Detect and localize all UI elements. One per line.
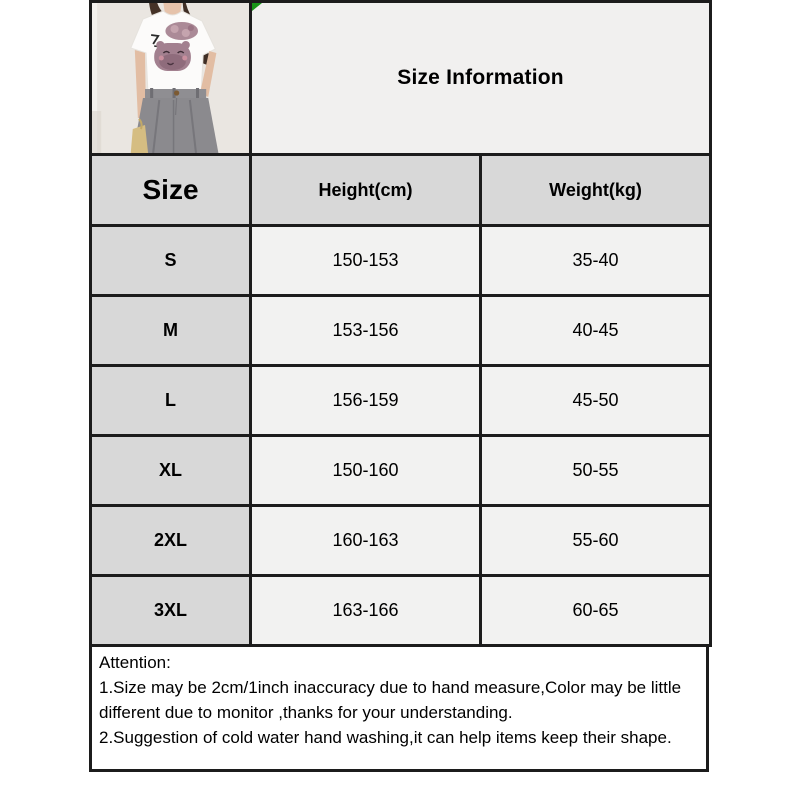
height-value: 150-160	[251, 436, 481, 506]
table-row	[91, 436, 711, 506]
size-label: M	[91, 296, 251, 366]
product-photo	[91, 2, 251, 155]
size-label: 3XL	[91, 576, 251, 646]
weight-value: 35-40	[481, 226, 711, 296]
cell-corner-marker-icon	[252, 3, 262, 11]
height-value: 150-153	[251, 226, 481, 296]
banner-title: Size Information	[397, 66, 564, 89]
table-row	[91, 506, 711, 576]
size-chart-sheet	[89, 0, 709, 772]
top-row	[91, 2, 711, 155]
height-value: 163-166	[251, 576, 481, 646]
column-header-height: Height(cm)	[251, 155, 481, 226]
weight-value: 40-45	[481, 296, 711, 366]
weight-value: 50-55	[481, 436, 711, 506]
size-table	[89, 0, 712, 647]
weight-value: 60-65	[481, 576, 711, 646]
size-label: XL	[91, 436, 251, 506]
size-information-banner	[251, 2, 711, 155]
size-label: S	[91, 226, 251, 296]
model-illustration	[92, 3, 249, 153]
weight-value: 55-60	[481, 506, 711, 576]
column-header-size: Size	[91, 155, 251, 226]
attention-title: Attention:	[99, 653, 171, 672]
table-row	[91, 296, 711, 366]
table-row	[91, 576, 711, 646]
table-row	[91, 226, 711, 296]
table-header-row	[91, 155, 711, 226]
height-value: 153-156	[251, 296, 481, 366]
attention-note-2: 2.Suggestion of cold water hand washing,it can help items keep their shape.	[99, 728, 672, 747]
column-header-weight: Weight(kg)	[481, 155, 711, 226]
table-row	[91, 366, 711, 436]
weight-value: 45-50	[481, 366, 711, 436]
height-value: 160-163	[251, 506, 481, 576]
attention-notes	[89, 647, 709, 772]
size-label: L	[91, 366, 251, 436]
size-label: 2XL	[91, 506, 251, 576]
attention-note-1: 1.Size may be 2cm/1inch inaccuracy due to hand measure,Color may be little different due to monitor ,thanks for your understanding.	[99, 678, 682, 722]
height-value: 156-159	[251, 366, 481, 436]
